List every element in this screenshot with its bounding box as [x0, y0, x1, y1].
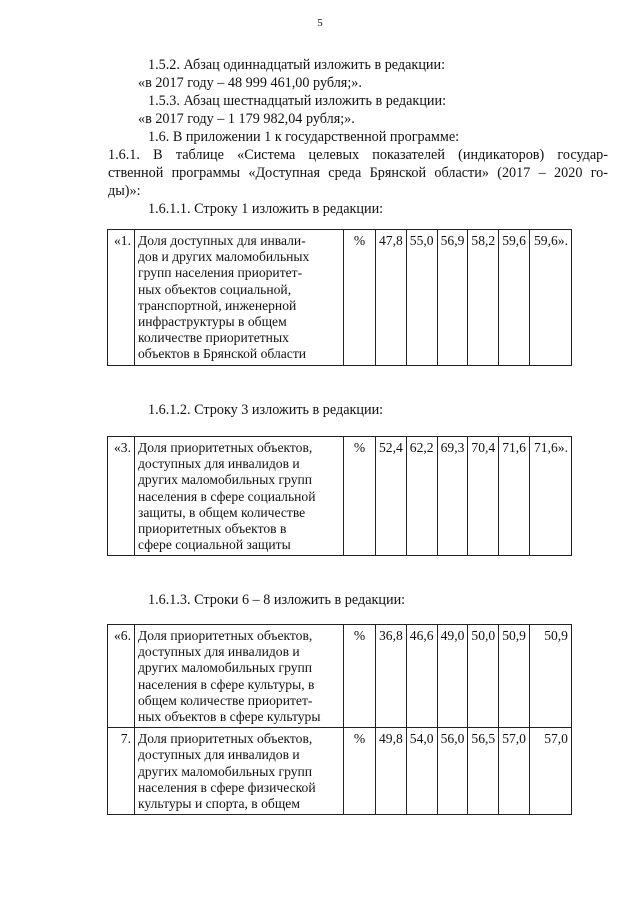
- indicator-table-rows-6-8: [107, 624, 572, 815]
- table-row: [108, 728, 572, 815]
- value-cell: 50,9: [499, 625, 530, 728]
- paragraph-1-6-1-2: 1.6.1.2. Строку 3 изложить в редакции:: [148, 402, 384, 418]
- value-cell: 57,0: [529, 728, 571, 815]
- row-number: «1.: [108, 230, 135, 366]
- value-cell: 49,8: [376, 728, 407, 815]
- value-cell: 54,0: [406, 728, 437, 815]
- value-cell: 50,0: [468, 625, 499, 728]
- table-row: [108, 230, 572, 366]
- value-cell: 57,0: [499, 728, 530, 815]
- indicator-name: Доля доступных для инвали- дов и других маломобильных групп населения приоритет- ных объектов социальной, транспортной, инженерной инфраструктуры в общем количестве приоритетных объектов в Брянской области: [135, 230, 344, 366]
- paragraph-1-6-1-line2: ственной программы «Доступная среда Брянской области» (2017 – 2020 го-: [108, 165, 608, 181]
- value-cell: 71,6».: [529, 437, 571, 556]
- value-cell: 69,3: [437, 437, 468, 556]
- value-cell: 59,6: [499, 230, 530, 366]
- paragraph-1-6-1-line1: 1.6.1. В таблице «Система целевых показателей (индикаторов) государ-: [108, 147, 608, 163]
- paragraph-1-5-3: 1.5.3. Абзац шестнадцатый изложить в редакции:: [148, 93, 447, 109]
- paragraph-1-6-1-1: 1.6.1.1. Строку 1 изложить в редакции:: [148, 201, 384, 217]
- value-cell: 56,5: [468, 728, 499, 815]
- paragraph-1-6-1-3: 1.6.1.3. Строки 6 – 8 изложить в редакции:: [148, 592, 406, 608]
- unit-cell: %: [344, 437, 376, 556]
- indicator-table-row-3: [107, 436, 572, 556]
- value-cell: 59,6».: [529, 230, 571, 366]
- value-cell: 58,2: [468, 230, 499, 366]
- value-cell: 56,0: [437, 728, 468, 815]
- indicator-name: Доля приоритетных объектов, доступных для инвалидов и других маломобильных групп населения в сфере социальной защиты, в общем количестве приоритетных объектов в сфере социальной защиты: [135, 437, 344, 556]
- unit-cell: %: [344, 728, 376, 815]
- indicator-table-row-1: [107, 229, 572, 366]
- value-cell: 56,9: [437, 230, 468, 366]
- value-cell: 55,0: [406, 230, 437, 366]
- value-cell: 47,8: [376, 230, 407, 366]
- value-cell: 70,4: [468, 437, 499, 556]
- paragraph-1-6: 1.6. В приложении 1 к государственной программе:: [148, 129, 460, 145]
- indicator-name: Доля приоритетных объектов, доступных для инвалидов и других маломобильных групп населения в сфере культуры, в общем количестве приоритет- ных объектов в сфере культуры: [135, 625, 344, 728]
- paragraph-2017-amount-1: «в 2017 году – 48 999 461,00 рубля;».: [138, 75, 362, 91]
- value-cell: 71,6: [499, 437, 530, 556]
- value-cell: 49,0: [437, 625, 468, 728]
- page-number: 5: [317, 17, 323, 29]
- value-cell: 52,4: [376, 437, 407, 556]
- paragraph-2017-amount-2: «в 2017 году – 1 179 982,04 рубля;».: [138, 111, 355, 127]
- table-row: [108, 437, 572, 556]
- table-row: [108, 625, 572, 728]
- unit-cell: %: [344, 625, 376, 728]
- row-number: 7.: [108, 728, 135, 815]
- value-cell: 46,6: [406, 625, 437, 728]
- value-cell: 50,9: [529, 625, 571, 728]
- value-cell: 62,2: [406, 437, 437, 556]
- unit-cell: %: [344, 230, 376, 366]
- paragraph-1-5-2: 1.5.2. Абзац одиннадцатый изложить в редакции:: [148, 57, 446, 73]
- paragraph-1-6-1-line3: ды)»:: [108, 183, 141, 199]
- value-cell: 36,8: [376, 625, 407, 728]
- row-number: «3.: [108, 437, 135, 556]
- row-number: «6.: [108, 625, 135, 728]
- indicator-name: Доля приоритетных объектов, доступных для инвалидов и других маломобильных групп населения в сфере физической культуры и спорта, в общем: [135, 728, 344, 815]
